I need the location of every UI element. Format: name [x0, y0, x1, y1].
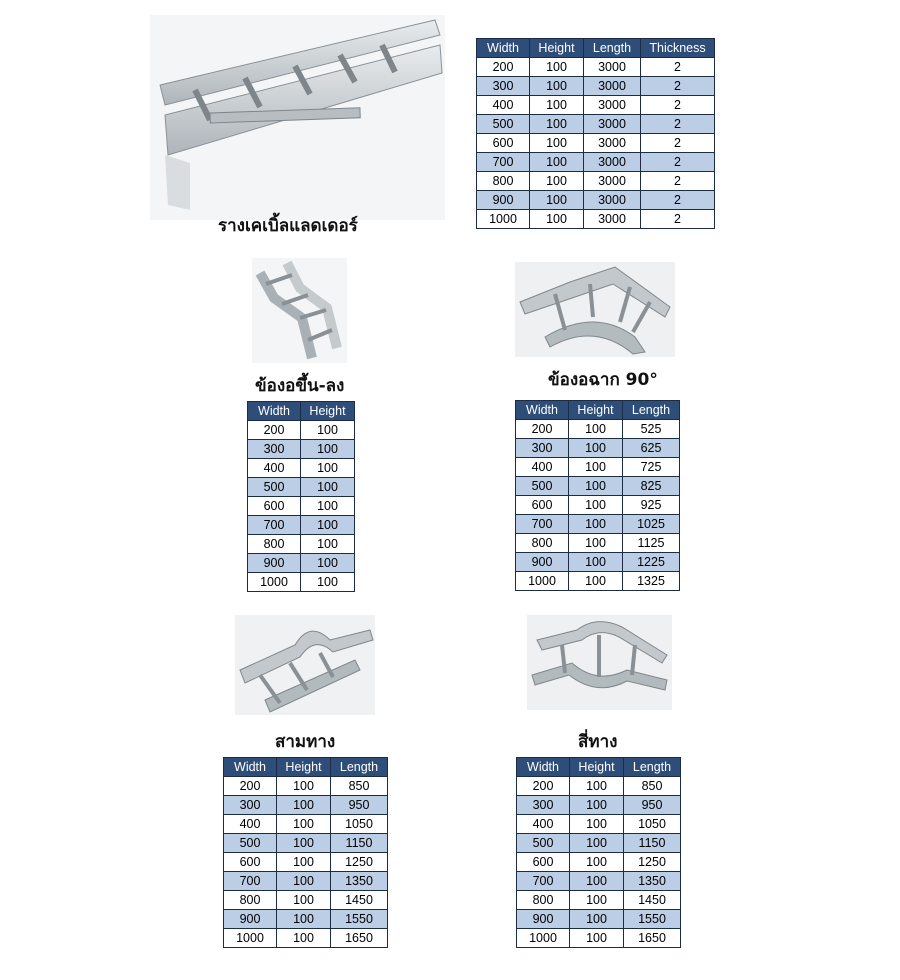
table-cell: 1050: [331, 815, 388, 834]
table-cell: 100: [570, 777, 624, 796]
table-cell: 300: [516, 439, 569, 458]
table-cell: 100: [530, 210, 584, 229]
column-header: Width: [224, 758, 277, 777]
table-cell: 100: [570, 929, 624, 948]
table-cell: 400: [224, 815, 277, 834]
table-row: [477, 191, 715, 210]
table-cell: 900: [248, 554, 301, 573]
table-cell: 2: [641, 115, 715, 134]
table-cell: 2: [641, 153, 715, 172]
table-cell: 1250: [331, 853, 388, 872]
table-cell: 850: [331, 777, 388, 796]
column-header: Height: [569, 401, 623, 420]
table-row: [477, 115, 715, 134]
table-cell: 100: [530, 172, 584, 191]
table-cell: 100: [277, 834, 331, 853]
table-row: [477, 153, 715, 172]
column-header: Length: [331, 758, 388, 777]
table-cell: 100: [570, 872, 624, 891]
table-cell: 100: [530, 153, 584, 172]
table-row: [477, 134, 715, 153]
table-row: [477, 172, 715, 191]
table-cell: 100: [277, 910, 331, 929]
table-cell: 1350: [331, 872, 388, 891]
table-cell: 3000: [584, 172, 641, 191]
table-row: [517, 872, 681, 891]
table-row: [248, 459, 355, 478]
table-cell: 2: [641, 77, 715, 96]
table-cell: 100: [301, 554, 355, 573]
table-cell: 100: [277, 853, 331, 872]
table-cell: 525: [623, 420, 680, 439]
table-row: [517, 834, 681, 853]
table-cell: 1125: [623, 534, 680, 553]
table-cell: 200: [516, 420, 569, 439]
table-cell: 1450: [624, 891, 681, 910]
table-cell: 100: [570, 853, 624, 872]
table-header-row: [516, 401, 680, 420]
column-header: Width: [516, 401, 569, 420]
table-cell: 2: [641, 172, 715, 191]
table-cell: 100: [530, 115, 584, 134]
cross-spec-table: [516, 757, 681, 948]
table-row: [516, 496, 680, 515]
table-cell: 850: [624, 777, 681, 796]
table-cell: 100: [301, 478, 355, 497]
table-cell: 400: [477, 96, 530, 115]
column-header: Length: [584, 39, 641, 58]
table-cell: 100: [301, 440, 355, 459]
table-cell: 100: [530, 77, 584, 96]
table-cell: 1000: [248, 573, 301, 592]
table-cell: 2: [641, 191, 715, 210]
table-row: [248, 573, 355, 592]
table-cell: 3000: [584, 58, 641, 77]
table-cell: 1000: [224, 929, 277, 948]
table-cell: 925: [623, 496, 680, 515]
table-row: [517, 815, 681, 834]
table-cell: 100: [569, 534, 623, 553]
column-header: Thickness: [641, 39, 715, 58]
table-cell: 725: [623, 458, 680, 477]
table-row: [517, 910, 681, 929]
table-row: [517, 796, 681, 815]
table-cell: 1025: [623, 515, 680, 534]
table-row: [516, 477, 680, 496]
table-row: [477, 58, 715, 77]
table-header-row: [224, 758, 388, 777]
table-cell: 300: [477, 77, 530, 96]
table-cell: 200: [224, 777, 277, 796]
table-cell: 700: [516, 515, 569, 534]
table-cell: 1150: [331, 834, 388, 853]
column-header: Length: [624, 758, 681, 777]
table-cell: 1325: [623, 572, 680, 591]
table-cell: 700: [248, 516, 301, 535]
column-header: Height: [277, 758, 331, 777]
elbow-90-image: [515, 262, 675, 357]
table-cell: 3000: [584, 134, 641, 153]
table-cell: 950: [624, 796, 681, 815]
table-row: [516, 515, 680, 534]
table-cell: 3000: [584, 210, 641, 229]
table-row: [224, 910, 388, 929]
table-cell: 100: [277, 815, 331, 834]
table-row: [224, 777, 388, 796]
table-cell: 200: [477, 58, 530, 77]
table-cell: 900: [517, 910, 570, 929]
table-cell: 500: [477, 115, 530, 134]
column-header: Height: [301, 402, 355, 421]
table-cell: 500: [248, 478, 301, 497]
table-cell: 700: [517, 872, 570, 891]
table-cell: 100: [301, 497, 355, 516]
table-cell: 3000: [584, 191, 641, 210]
table-cell: 100: [277, 796, 331, 815]
table-cell: 3000: [584, 115, 641, 134]
table-row: [516, 534, 680, 553]
table-cell: 1650: [331, 929, 388, 948]
table-cell: 100: [277, 929, 331, 948]
table-row: [224, 891, 388, 910]
column-header: Width: [517, 758, 570, 777]
table-cell: 3000: [584, 153, 641, 172]
table-row: [248, 554, 355, 573]
table-cell: 300: [517, 796, 570, 815]
table-cell: 825: [623, 477, 680, 496]
caption-riser: ข้องอขึ้น-ลง: [255, 376, 345, 396]
table-cell: 1550: [624, 910, 681, 929]
table-row: [517, 853, 681, 872]
table-header-row: [477, 39, 715, 58]
column-header: Width: [248, 402, 301, 421]
table-header-row: [517, 758, 681, 777]
table-row: [224, 929, 388, 948]
table-cell: 100: [569, 458, 623, 477]
table-cell: 100: [569, 477, 623, 496]
table-row: [248, 440, 355, 459]
table-cell: 800: [517, 891, 570, 910]
table-cell: 1050: [624, 815, 681, 834]
table-cell: 1225: [623, 553, 680, 572]
table-row: [516, 553, 680, 572]
riser-spec-table: [247, 401, 355, 592]
table-row: [517, 929, 681, 948]
table-cell: 300: [224, 796, 277, 815]
table-cell: 2: [641, 58, 715, 77]
table-cell: 900: [477, 191, 530, 210]
table-cell: 800: [516, 534, 569, 553]
table-cell: 100: [301, 573, 355, 592]
table-row: [477, 210, 715, 229]
table-row: [477, 77, 715, 96]
table-row: [248, 516, 355, 535]
table-row: [516, 439, 680, 458]
table-cell: 600: [224, 853, 277, 872]
table-cell: 3000: [584, 96, 641, 115]
table-cell: 1000: [477, 210, 530, 229]
table-cell: 3000: [584, 77, 641, 96]
table-cell: 100: [530, 96, 584, 115]
table-cell: 100: [569, 553, 623, 572]
table-row: [248, 478, 355, 497]
table-row: [248, 535, 355, 554]
table-row: [517, 777, 681, 796]
column-header: Length: [623, 401, 680, 420]
table-cell: 100: [530, 58, 584, 77]
table-cell: 700: [477, 153, 530, 172]
riser-image: [252, 258, 347, 363]
ladder-tray-image: [150, 15, 445, 220]
table-row: [224, 815, 388, 834]
table-cell: 500: [516, 477, 569, 496]
table-cell: 800: [477, 172, 530, 191]
table-cell: 400: [516, 458, 569, 477]
ladder-spec-table: [476, 38, 715, 229]
table-cell: 100: [569, 420, 623, 439]
table-cell: 1250: [624, 853, 681, 872]
table-cell: 2: [641, 134, 715, 153]
table-header-row: [248, 402, 355, 421]
tee-spec-table: [223, 757, 388, 948]
table-cell: 100: [569, 439, 623, 458]
caption-elbow: ข้องอฉาก 90°: [548, 370, 658, 390]
table-cell: 200: [517, 777, 570, 796]
table-cell: 1350: [624, 872, 681, 891]
table-cell: 1000: [516, 572, 569, 591]
table-row: [477, 96, 715, 115]
table-cell: 1550: [331, 910, 388, 929]
column-header: Height: [530, 39, 584, 58]
table-cell: 625: [623, 439, 680, 458]
table-cell: 900: [224, 910, 277, 929]
table-row: [224, 853, 388, 872]
tee-image: [235, 615, 375, 715]
table-row: [517, 891, 681, 910]
table-cell: 2: [641, 96, 715, 115]
column-header: Height: [570, 758, 624, 777]
table-cell: 500: [517, 834, 570, 853]
table-cell: 100: [277, 872, 331, 891]
table-cell: 600: [516, 496, 569, 515]
table-cell: 600: [248, 497, 301, 516]
table-cell: 500: [224, 834, 277, 853]
table-cell: 100: [570, 815, 624, 834]
table-cell: 100: [569, 572, 623, 591]
table-cell: 600: [477, 134, 530, 153]
table-cell: 300: [248, 440, 301, 459]
table-cell: 100: [301, 535, 355, 554]
table-cell: 900: [516, 553, 569, 572]
table-cell: 100: [570, 834, 624, 853]
table-cell: 1000: [517, 929, 570, 948]
table-row: [224, 796, 388, 815]
table-cell: 100: [570, 910, 624, 929]
table-cell: 700: [224, 872, 277, 891]
caption-tee: สามทาง: [275, 732, 336, 752]
table-row: [248, 421, 355, 440]
cross-image: [527, 615, 672, 710]
table-cell: 100: [277, 777, 331, 796]
table-row: [224, 834, 388, 853]
table-cell: 100: [569, 496, 623, 515]
caption-ladder: รางเคเบิ้ลแลดเดอร์: [218, 216, 358, 236]
table-row: [516, 420, 680, 439]
table-cell: 100: [301, 421, 355, 440]
table-row: [516, 458, 680, 477]
table-cell: 100: [530, 191, 584, 210]
table-cell: 600: [517, 853, 570, 872]
table-cell: 200: [248, 421, 301, 440]
table-cell: 400: [248, 459, 301, 478]
table-cell: 400: [517, 815, 570, 834]
table-cell: 100: [570, 796, 624, 815]
table-cell: 100: [570, 891, 624, 910]
table-cell: 100: [301, 516, 355, 535]
table-row: [248, 497, 355, 516]
table-cell: 1650: [624, 929, 681, 948]
table-row: [224, 872, 388, 891]
table-cell: 100: [301, 459, 355, 478]
table-cell: 950: [331, 796, 388, 815]
table-row: [516, 572, 680, 591]
table-cell: 1150: [624, 834, 681, 853]
caption-cross: สี่ทาง: [578, 732, 618, 752]
table-cell: 2: [641, 210, 715, 229]
table-cell: 100: [569, 515, 623, 534]
table-cell: 800: [224, 891, 277, 910]
table-cell: 1450: [331, 891, 388, 910]
elbow-spec-table: [515, 400, 680, 591]
table-cell: 100: [277, 891, 331, 910]
table-cell: 800: [248, 535, 301, 554]
column-header: Width: [477, 39, 530, 58]
table-cell: 100: [530, 134, 584, 153]
